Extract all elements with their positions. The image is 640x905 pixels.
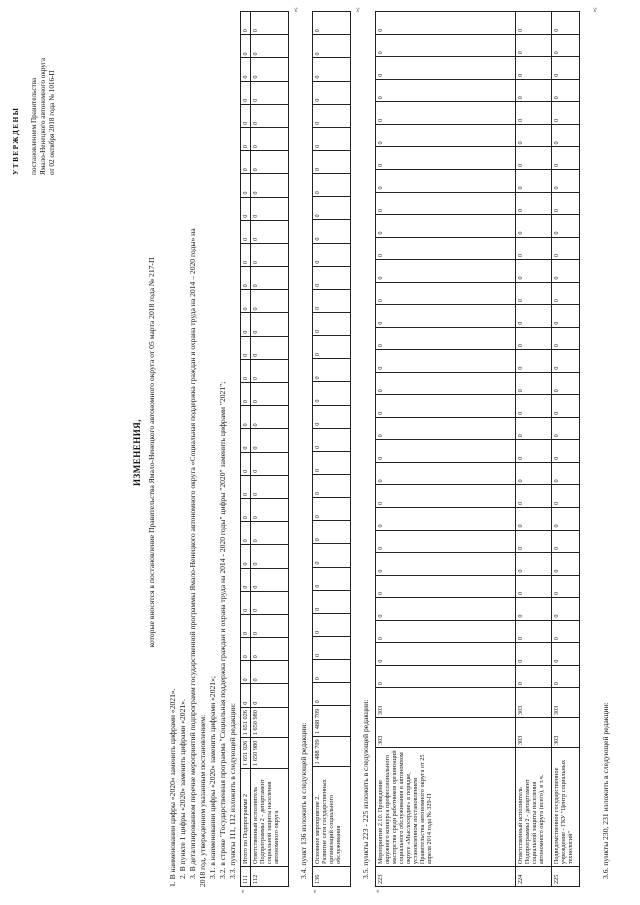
zero-cell: 0 <box>376 530 516 553</box>
zero-cell: 0 <box>241 359 251 382</box>
zero-cell: 0 <box>552 215 580 238</box>
value-cell: 1 651 026 <box>241 707 251 738</box>
row-number: 112 <box>251 867 289 887</box>
zero-cell: 0 <box>552 440 580 463</box>
zero-cell: 0 <box>313 151 351 174</box>
row-number: 225 <box>552 867 580 887</box>
zero-cell: 0 <box>241 591 251 614</box>
zero-cell: 0 <box>552 485 580 508</box>
zero-cell: 0 <box>516 237 552 260</box>
zero-cell: 0 <box>241 243 251 266</box>
zero-cell: 0 <box>241 499 251 522</box>
zero-cell: 0 <box>516 79 552 102</box>
row-number: 111 <box>241 867 251 887</box>
zero-cell: 0 <box>251 313 289 336</box>
zero-cell: 0 <box>241 383 251 406</box>
zero-cell: 0 <box>313 12 351 35</box>
zero-cell: 0 <box>313 197 351 220</box>
item-3-6: 3.6. пункты 230, 231 изложить в следующей редакции: <box>601 702 610 879</box>
zero-cell: 0 <box>251 638 289 661</box>
table-row <box>313 12 351 887</box>
zero-cell: 0 <box>313 81 351 104</box>
zero-cell: 0 <box>376 57 516 80</box>
zero-cell: 0 <box>516 440 552 463</box>
zero-cell: 0 <box>313 313 351 336</box>
zero-cell: 0 <box>376 507 516 530</box>
zero-cell: 0 <box>516 102 552 125</box>
value-cell: 303 <box>516 718 552 748</box>
row-name: Мероприятие 2.10. Проведение окружного конкурса профессионального мастерства среди работников организаций социального обслуживания в автономном округе «Мыслосердие» в порядке, установленном постановлением Правительства автономного округа от 25 апреля 2014 года № 329-П <box>376 748 516 867</box>
zero-cell: 0 <box>376 34 516 57</box>
zero-cell: 0 <box>313 220 351 243</box>
zero-cell: 0 <box>241 522 251 545</box>
zero-cell: 0 <box>376 643 516 666</box>
zero-cell: 0 <box>251 128 289 151</box>
zero-cell: 0 <box>313 451 351 474</box>
zero-cell: 0 <box>241 267 251 290</box>
value-cell: 1 651 026 <box>241 738 251 769</box>
zero-cell: 0 <box>251 197 289 220</box>
zero-cell: 0 <box>552 260 580 283</box>
zero-cell: 0 <box>516 260 552 283</box>
approval-line-2: Ямало-Ненецкого автономного округа <box>39 57 47 175</box>
zero-cell: 0 <box>376 485 516 508</box>
table-row <box>251 12 289 887</box>
zero-cell: 0 <box>376 215 516 238</box>
zero-cell: 0 <box>516 215 552 238</box>
zero-cell: 0 <box>251 58 289 81</box>
zero-cell: 0 <box>552 350 580 373</box>
zero-cell: 0 <box>376 462 516 485</box>
row-name: Ответственный исполнитель Подпрограммы 2 - департамент социальной защиты населения автономного округа (всего), в т.ч. <box>516 748 552 867</box>
quote-close-3: »; <box>592 7 598 12</box>
zero-cell: 0 <box>313 289 351 312</box>
zero-cell: 0 <box>241 545 251 568</box>
quote-close-1: »; <box>293 7 299 12</box>
zero-cell: 0 <box>516 34 552 57</box>
value-cell: 303 <box>552 688 580 718</box>
quote-close-2: »; <box>355 7 361 12</box>
zero-cell: 0 <box>251 591 289 614</box>
value-cell: 1 488 709 <box>313 736 351 767</box>
zero-cell: 0 <box>376 575 516 598</box>
approval-line-1: постановлением Правительства <box>30 77 38 175</box>
zero-cell: 0 <box>313 428 351 451</box>
zero-cell: 0 <box>376 395 516 418</box>
zero-cell: 0 <box>516 575 552 598</box>
zero-cell: 0 <box>241 220 251 243</box>
value-cell: 1 650 980 <box>251 707 289 738</box>
zero-cell: 0 <box>251 406 289 429</box>
table-row <box>516 12 552 887</box>
zero-cell: 0 <box>241 197 251 220</box>
zero-cell: 0 <box>552 34 580 57</box>
zero-cell: 0 <box>552 282 580 305</box>
zero-cell: 0 <box>376 350 516 373</box>
approval-title: УТВЕРЖДЕНЫ <box>12 106 20 175</box>
quote-open-2: « <box>312 890 318 893</box>
zero-cell: 0 <box>241 614 251 637</box>
zero-cell: 0 <box>516 417 552 440</box>
zero-cell: 0 <box>376 417 516 440</box>
zero-cell: 0 <box>552 553 580 576</box>
zero-cell: 0 <box>516 12 552 35</box>
zero-cell: 0 <box>516 282 552 305</box>
zero-cell: 0 <box>251 499 289 522</box>
item-3-3: 3.3. пункты 111, 112 изложить в следующей редакции: <box>228 703 237 879</box>
zero-cell: 0 <box>251 35 289 58</box>
zero-cell: 0 <box>516 553 552 576</box>
zero-cell: 0 <box>251 545 289 568</box>
zero-cell: 0 <box>516 124 552 147</box>
zero-cell: 0 <box>516 192 552 215</box>
zero-cell: 0 <box>313 613 351 636</box>
item-3-part-2: 2018 год, утвержденном указанным постановлением: <box>198 714 207 887</box>
zero-cell: 0 <box>376 12 516 35</box>
zero-cell: 0 <box>313 544 351 567</box>
zero-cell: 0 <box>376 147 516 170</box>
item-3-part-1: 3. В детализированном перечне мероприятий подпрограмм государственной программы Ямало-Ненецкого автономного округа «Социальная поддержка граждан и охрана труда на 2014 – 2020 годы» на <box>188 228 197 879</box>
zero-cell: 0 <box>251 174 289 197</box>
zero-cell: 0 <box>376 124 516 147</box>
zero-cell: 0 <box>241 12 251 35</box>
zero-cell: 0 <box>251 522 289 545</box>
zero-cell: 0 <box>516 327 552 350</box>
zero-cell: 0 <box>313 475 351 498</box>
zero-cell: 0 <box>251 429 289 452</box>
zero-cell: 0 <box>552 665 580 688</box>
zero-cell: 0 <box>241 128 251 151</box>
zero-cell: 0 <box>313 359 351 382</box>
zero-cell: 0 <box>241 406 251 429</box>
zero-cell: 0 <box>552 305 580 328</box>
zero-cell: 0 <box>313 498 351 521</box>
zero-cell: 0 <box>313 243 351 266</box>
item-3-1: 3.1. в наименовании цифры «2020» заменить цифрами «2021»; <box>208 675 217 879</box>
zero-cell: 0 <box>251 336 289 359</box>
zero-cell: 0 <box>313 590 351 613</box>
zero-cell: 0 <box>516 530 552 553</box>
zero-cell: 0 <box>552 102 580 125</box>
zero-cell: 0 <box>516 598 552 621</box>
zero-cell: 0 <box>313 521 351 544</box>
approval-line-3: от 02 октября 2018 года № 1016-П <box>48 70 56 175</box>
zero-cell: 0 <box>552 372 580 395</box>
row-number: 224 <box>516 867 552 887</box>
zero-cell: 0 <box>516 485 552 508</box>
table-row <box>376 12 516 887</box>
zero-cell: 0 <box>516 507 552 530</box>
zero-cell: 0 <box>376 79 516 102</box>
document-title: ИЗМЕНЕНИЯ, <box>132 419 142 487</box>
zero-cell: 0 <box>251 383 289 406</box>
zero-cell: 0 <box>241 151 251 174</box>
row-name: Итого по Подпрограмме 2 <box>241 768 251 866</box>
zero-cell: 0 <box>516 350 552 373</box>
zero-cell: 0 <box>376 620 516 643</box>
item-3-2: 3.2. в строке "Государственная программа "Социальная поддержка граждан и охрана труда на 2014 - 2020 годы" цифры "2020" заменить цифрами "2021"; <box>218 381 227 879</box>
zero-cell: 0 <box>552 643 580 666</box>
quote-open-1: « <box>240 890 246 893</box>
zero-cell: 0 <box>313 104 351 127</box>
zero-cell: 0 <box>516 147 552 170</box>
zero-cell: 0 <box>376 282 516 305</box>
item-3-4: 3.4. пункт 136 изложить в следующей редакции: <box>299 722 308 879</box>
zero-cell: 0 <box>251 661 289 684</box>
zero-cell: 0 <box>241 313 251 336</box>
zero-cell: 0 <box>313 35 351 58</box>
zero-cell: 0 <box>376 192 516 215</box>
row-name: Ответственный исполнитель Подпрограммы 2 - департамент социальной защиты населения автономного округа <box>251 768 289 866</box>
zero-cell: 0 <box>241 58 251 81</box>
zero-cell: 0 <box>241 661 251 684</box>
zero-cell: 0 <box>251 267 289 290</box>
zero-cell: 0 <box>241 104 251 127</box>
zero-cell: 0 <box>552 462 580 485</box>
zero-cell: 0 <box>552 79 580 102</box>
zero-cell: 0 <box>516 665 552 688</box>
zero-cell: 0 <box>376 440 516 463</box>
zero-cell: 0 <box>241 684 251 707</box>
zero-cell: 0 <box>376 102 516 125</box>
zero-cell: 0 <box>516 643 552 666</box>
row-number: 136 <box>313 866 351 886</box>
row-number: 223 <box>376 867 516 887</box>
zero-cell: 0 <box>251 104 289 127</box>
zero-cell: 0 <box>552 530 580 553</box>
zero-cell: 0 <box>251 12 289 35</box>
zero-cell: 0 <box>552 327 580 350</box>
zero-cell: 0 <box>376 237 516 260</box>
zero-cell: 0 <box>552 57 580 80</box>
zero-cell: 0 <box>516 620 552 643</box>
zero-cell: 0 <box>552 395 580 418</box>
zero-cell: 0 <box>241 290 251 313</box>
zero-cell: 0 <box>552 237 580 260</box>
zero-cell: 0 <box>251 568 289 591</box>
zero-cell: 0 <box>376 327 516 350</box>
zero-cell: 0 <box>251 614 289 637</box>
value-cell: 1 650 980 <box>251 738 289 769</box>
zero-cell: 0 <box>313 174 351 197</box>
row-name: Подведомственное государственное учреждение - ГКУ "Центр социальных технологий" <box>552 748 580 867</box>
item-1: 1. В наименовании цифры «2020» заменить цифрами «2021». <box>168 688 177 887</box>
zero-cell: 0 <box>313 266 351 289</box>
zero-cell: 0 <box>251 359 289 382</box>
zero-cell: 0 <box>251 475 289 498</box>
zero-cell: 0 <box>251 290 289 313</box>
zero-cell: 0 <box>313 405 351 428</box>
item-2: 2. В пункте 1 цифры «2020» заменить цифрами «2021». <box>178 699 187 879</box>
value-cell: 303 <box>516 688 552 718</box>
table-row <box>241 12 251 887</box>
zero-cell: 0 <box>241 568 251 591</box>
zero-cell: 0 <box>552 124 580 147</box>
approval-stamp <box>12 5 57 175</box>
zero-cell: 0 <box>313 336 351 359</box>
zero-cell: 0 <box>251 243 289 266</box>
item-3-5: 3.5. пункты 223 - 225 изложить в следующей редакции: <box>361 699 370 879</box>
zero-cell: 0 <box>313 127 351 150</box>
table-row <box>552 12 580 887</box>
zero-cell: 0 <box>241 452 251 475</box>
zero-cell: 0 <box>376 260 516 283</box>
zero-cell: 0 <box>376 170 516 193</box>
value-cell: 1 488 709 <box>313 706 351 737</box>
row-name: Основное мероприятие 2. Развитие сети государственных организаций социального обслуживания <box>313 767 351 866</box>
zero-cell: 0 <box>516 395 552 418</box>
zero-cell: 0 <box>552 417 580 440</box>
zero-cell: 0 <box>241 174 251 197</box>
zero-cell: 0 <box>251 684 289 707</box>
zero-cell: 0 <box>251 151 289 174</box>
value-cell: 303 <box>552 718 580 748</box>
zero-cell: 0 <box>516 305 552 328</box>
zero-cell: 0 <box>376 665 516 688</box>
zero-cell: 0 <box>516 462 552 485</box>
zero-cell: 0 <box>241 81 251 104</box>
table-item-136 <box>312 11 351 887</box>
table-items-223-225 <box>375 11 580 887</box>
zero-cell: 0 <box>376 598 516 621</box>
zero-cell: 0 <box>313 567 351 590</box>
zero-cell: 0 <box>313 382 351 405</box>
zero-cell: 0 <box>313 683 351 706</box>
zero-cell: 0 <box>516 57 552 80</box>
zero-cell: 0 <box>552 147 580 170</box>
document-subtitle: которые вносятся в постановление Правительства Ямало-Ненецкого автономного округа от 05 марта 2018 года № 217-П <box>147 257 156 648</box>
zero-cell: 0 <box>552 12 580 35</box>
zero-cell: 0 <box>241 429 251 452</box>
table-items-111-112 <box>240 11 289 887</box>
value-cell: 303 <box>376 688 516 718</box>
zero-cell: 0 <box>552 192 580 215</box>
zero-cell: 0 <box>313 636 351 659</box>
zero-cell: 0 <box>241 638 251 661</box>
zero-cell: 0 <box>376 305 516 328</box>
zero-cell: 0 <box>313 58 351 81</box>
zero-cell: 0 <box>552 575 580 598</box>
zero-cell: 0 <box>552 620 580 643</box>
zero-cell: 0 <box>552 598 580 621</box>
zero-cell: 0 <box>251 220 289 243</box>
zero-cell: 0 <box>251 452 289 475</box>
zero-cell: 0 <box>552 507 580 530</box>
zero-cell: 0 <box>241 35 251 58</box>
value-cell: 303 <box>376 718 516 748</box>
zero-cell: 0 <box>376 553 516 576</box>
zero-cell: 0 <box>516 170 552 193</box>
zero-cell: 0 <box>552 170 580 193</box>
zero-cell: 0 <box>516 372 552 395</box>
zero-cell: 0 <box>251 81 289 104</box>
zero-cell: 0 <box>313 660 351 683</box>
zero-cell: 0 <box>376 372 516 395</box>
zero-cell: 0 <box>241 475 251 498</box>
quote-open-3: « <box>375 890 381 893</box>
zero-cell: 0 <box>241 336 251 359</box>
